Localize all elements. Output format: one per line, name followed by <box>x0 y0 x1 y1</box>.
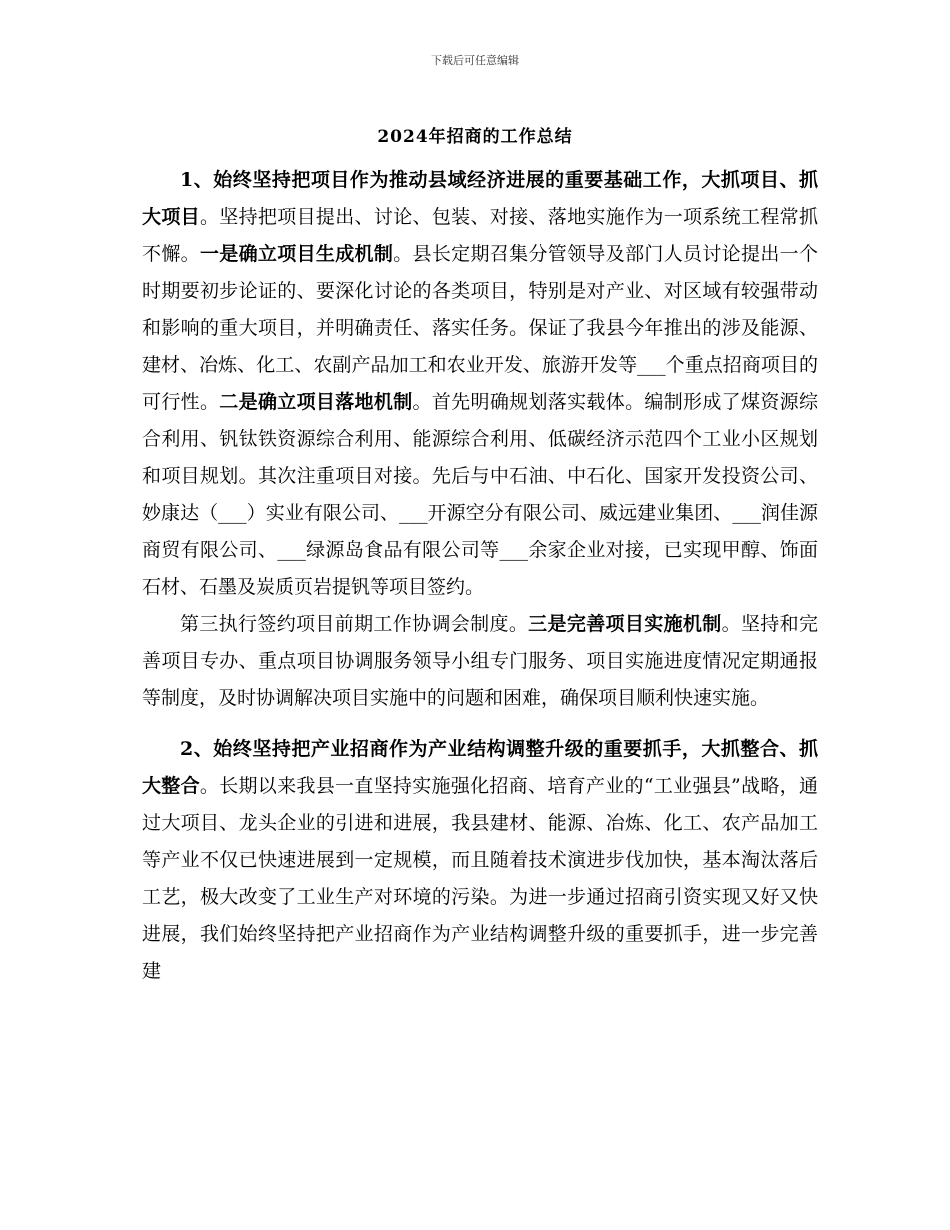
mechanism-heading-1: 一是确立项目生成机制 <box>199 243 394 265</box>
paragraph-3 <box>142 731 818 990</box>
paragraph-2 <box>142 606 818 717</box>
mechanism-heading-3: 三是完善项目实施机制 <box>528 613 722 635</box>
paragraph-text: 。县长定期召集分管领导及部门人员讨论提出一个时期要初步论证的、要深化讨论的各类项目，特别是对产业、对区域有较强带动和影响的重大项目，并明确责任、落实任务。保证了我县今年推出的涉及能源、建材、冶炼、化工、农副产品加工和农业开发、旅游开发等___个重点招商项目的可行性。 <box>142 243 818 413</box>
document-body <box>142 162 818 990</box>
paragraph-text: 。首先明确规划落实载体。编制形成了煤资源综合利用、钒钛铁资源综合利用、能源综合利用、低碳经济示范四个工业小区规划和项目规划。其次注重项目对接。先后与中石油、中石化、国家开发投资公司、妙康达（___）实业有限公司、___开源空分有限公司、威远建业集团、___润佳源商贸有限公司、___绿源岛食品有限公司等___余家企业对接，已实现甲醇、饰面石材、石墨及炭质页岩提钒等项目签约。 <box>142 391 818 598</box>
mechanism-heading-2: 二是确立项目落地机制 <box>219 391 413 413</box>
section-heading-1: 1、始终坚持把项目作为推动县域经济进展的重要基础工作，大抓项目、抓大项目 <box>142 169 818 228</box>
paragraph-text: 第三执行签约项目前期工作协调会制度。 <box>180 613 529 635</box>
section-heading-2: 2、始终坚持把产业招商作为产业结构调整升级的重要抓手，大抓整合、抓大整合 <box>142 738 818 797</box>
document-title: 2024年招商的工作总结 <box>377 127 573 147</box>
paragraph-text: 。坚持和完善项目专办、重点项目协调服务领导小组专门服务、项目实施进度情况定期通报等制度，及时协调解决项目实施中的问题和困难，确保项目顺利快速实施。 <box>142 613 818 709</box>
paragraph-spacer <box>142 717 818 731</box>
page-header: 下载后可任意编辑 <box>431 54 519 67</box>
paragraph-text: 。长期以来我县一直坚持实施强化招商、培育产业的“工业强县”战略，通过大项目、龙头企业的引进和进展，我县建材、能源、冶炼、化工、农产品加工等产业不仅已快速进展到一定规模，而且随着技术演进步伐加快，基本淘汰落后工艺，极大改变了工业生产对环境的污染。为进一步通过招商引资实现又好又快进展，我们始终坚持把产业招商作为产业结构调整升级的重要抓手，进一步完善建 <box>142 775 818 982</box>
paragraph-text: 。坚持把项目提出、讨论、包装、对接、落地实施作为一项系统工程常抓不懈。 <box>142 206 818 265</box>
paragraph-1 <box>142 162 818 606</box>
